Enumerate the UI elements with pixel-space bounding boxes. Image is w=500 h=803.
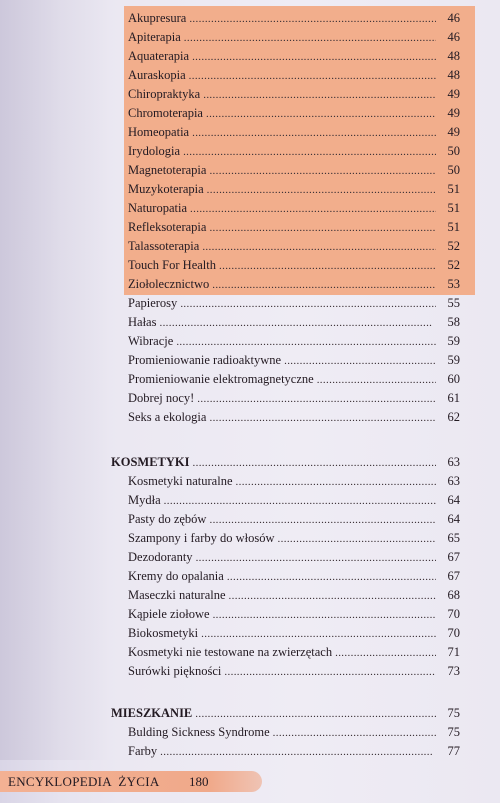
toc-entry-page: 65: [447, 531, 460, 545]
footer-book-title: ENCYKLOPEDIA ŻYCIA: [8, 774, 160, 789]
toc-entry-page: 63: [447, 474, 460, 488]
toc-entry-title: Naturopatia: [128, 201, 188, 215]
toc-entry[interactable]: [128, 740, 460, 762]
toc-entry-page: 51: [447, 182, 460, 196]
toc-entry-title: Irydologia: [128, 144, 181, 158]
toc-entry-title: Surówki piękności: [128, 664, 222, 678]
toc-entry-page: 51: [447, 201, 460, 215]
toc-entry-page: 48: [447, 49, 460, 63]
toc-entry-title: Touch For Health: [128, 258, 216, 272]
toc-entry[interactable]: [128, 660, 460, 682]
toc-entry-title: Seks a ekologia: [128, 410, 207, 424]
toc-entry-title: Kremy do opalania: [128, 569, 224, 583]
toc-entry[interactable]: [128, 406, 460, 428]
toc-entry-title: Talassoterapia: [128, 239, 200, 253]
toc-entry-page: 71: [447, 645, 460, 659]
toc-entry-page: 50: [447, 163, 460, 177]
toc-entry-title: Kosmetyki naturalne: [128, 474, 233, 488]
toc-entry-title: Maseczki naturalne: [128, 588, 226, 602]
toc-entry-title: Dobrej nocy!: [128, 391, 195, 405]
footer-page-number: 180: [189, 774, 209, 789]
toc-entry-page: 50: [447, 144, 460, 158]
toc-leader-dots: [160, 741, 436, 763]
toc-entry-page: 60: [447, 372, 460, 386]
toc-entry-page: 67: [447, 550, 460, 564]
toc-entry-title: Pasty do zębów: [128, 512, 207, 526]
toc-entry-title: Magnetoterapia: [128, 163, 207, 177]
toc-entry-title: Chiropraktyka: [128, 87, 201, 101]
toc-entry-title: Muzykoterapia: [128, 182, 204, 196]
toc-entry-page: 53: [447, 277, 460, 291]
toc-entry-title: Wibracje: [128, 334, 174, 348]
toc-entry-title: Homeopatia: [128, 125, 190, 139]
toc-entry-title: Akupresura: [128, 11, 187, 25]
toc-entry-page: 58: [447, 315, 460, 329]
toc-entry-page: 49: [447, 87, 460, 101]
toc-entry-page: 46: [447, 30, 460, 44]
toc-leader-dots: [209, 407, 436, 429]
toc-entry-page: 49: [447, 125, 460, 139]
toc-entry-title: Promieniowanie elektromagnetyczne: [128, 372, 314, 386]
toc-entry-title: Auraskopia: [128, 68, 186, 82]
toc-entry-title: Szampony i farby do włosów: [128, 531, 275, 545]
toc-entry-title: Kosmetyki nie testowane na zwierzętach: [128, 645, 333, 659]
toc-entry-title: Bulding Sickness Syndrome: [128, 725, 270, 739]
toc-entry-title: Aquaterapia: [128, 49, 190, 63]
toc-entry-title: Ziołolecznictwo: [128, 277, 210, 291]
toc-entry-title: Hałas: [128, 315, 157, 329]
toc-entry-page: 70: [447, 607, 460, 621]
toc-entry-page: 70: [447, 626, 460, 640]
toc-section-title: KOSMETYKI: [111, 455, 190, 469]
toc-entry-page: 77: [447, 744, 460, 758]
toc-entry-page: 52: [447, 258, 460, 272]
toc-entry-page: 64: [447, 512, 460, 526]
toc-entry-page: 51: [447, 220, 460, 234]
toc-entry-title: Farby: [128, 744, 158, 758]
toc-entry-page: 46: [447, 11, 460, 25]
toc-entry-page: 75: [447, 725, 460, 739]
toc-section-page: 75: [447, 706, 460, 720]
toc-entry-title: Biokosmetyki: [128, 626, 199, 640]
toc-entry-page: 68: [447, 588, 460, 602]
toc-entry-page: 55: [447, 296, 460, 310]
toc-entry-title: Papierosy: [128, 296, 178, 310]
toc-entry-title: Chromoterapia: [128, 106, 203, 120]
toc-section-title: MIESZKANIE: [111, 706, 193, 720]
toc-entry-title: Refleksoterapia: [128, 220, 207, 234]
toc-entry-title: Dezodoranty: [128, 550, 193, 564]
toc-entry-page: 59: [447, 334, 460, 348]
toc-section-page: 63: [447, 455, 460, 469]
toc-entry-title: Promieniowanie radioaktywne: [128, 353, 282, 367]
toc-entry-page: 49: [447, 106, 460, 120]
toc-entry-title: Mydła: [128, 493, 161, 507]
toc-leader-dots: [224, 661, 436, 683]
toc-entry-page: 52: [447, 239, 460, 253]
toc-entry-page: 48: [447, 68, 460, 82]
toc-entry-page: 73: [447, 664, 460, 678]
toc-entry-page: 64: [447, 493, 460, 507]
toc-entry-page: 61: [447, 391, 460, 405]
toc-entry-title: Apiterapia: [128, 30, 181, 44]
toc-entry-title: Kąpiele ziołowe: [128, 607, 210, 621]
toc-entry-page: 62: [447, 410, 460, 424]
toc-entry-page: 67: [447, 569, 460, 583]
toc-entry-page: 59: [447, 353, 460, 367]
